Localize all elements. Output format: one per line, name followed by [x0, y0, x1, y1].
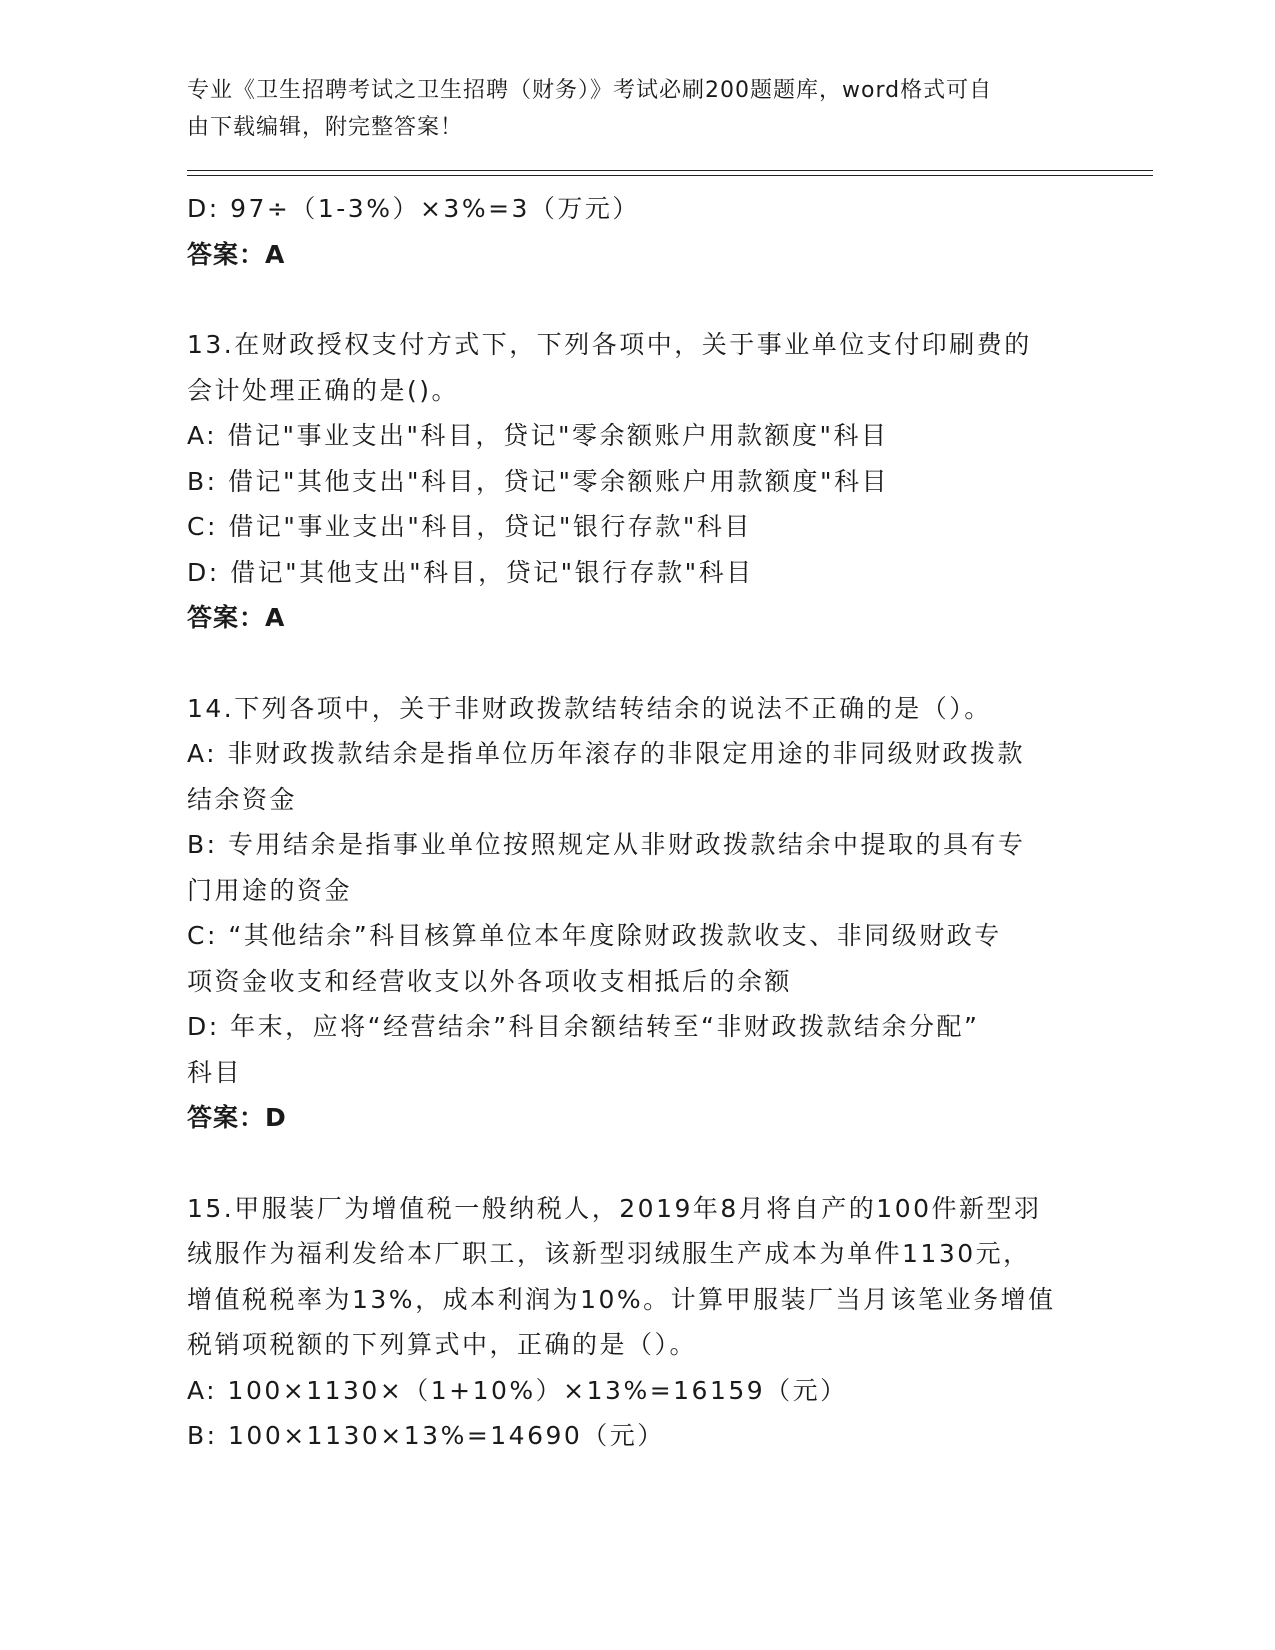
option-b: B: 专用结余是指事业单位按照规定从非财政拨款结余中提取的具有专 [187, 830, 1026, 859]
document-body [187, 186, 1087, 1459]
option-a: A: 非财政拨款结余是指单位历年滚存的非限定用途的非同级财政拨款 [187, 739, 1026, 768]
header-line-1: 专业《卫生招聘考试之卫生招聘（财务）》考试必刷200题题库，word格式可自 [187, 78, 993, 103]
option-d-continued: 科目 [187, 1057, 243, 1087]
option-a-continued: 结余资金 [187, 784, 298, 814]
question-stem-line: 会计处理正确的是()。 [187, 375, 460, 405]
question-13 [187, 322, 1087, 641]
option-c-continued: 项资金收支和经营收支以外各项收支相抵后的余额 [187, 966, 793, 996]
option-d: D: 年末，应将“经营结余”科目余额结转至“非财政拨款结余分配” [187, 1012, 980, 1041]
question-stem-line: 15.甲服装厂为增值税一般纳税人，2019年8月将自产的100件新型羽 [187, 1193, 1042, 1223]
option-c: C: 借记"事业支出"科目，贷记"银行存款"科目 [187, 512, 752, 541]
option-b: B: 借记"其他支出"科目，贷记"零余额账户用款额度"科目 [187, 466, 890, 496]
question-stem-line: 13.在财政授权支付方式下，下列各项中，关于事业单位支付印刷费的 [187, 330, 1032, 359]
document-header [187, 72, 1087, 146]
question-stem-line: 绒服作为福利发给本厂职工，该新型羽绒服生产成本为单件1130元， [187, 1239, 1031, 1268]
option-d: D: 97÷（1-3%）×3%=3（万元） [187, 194, 640, 223]
header-divider-bottom [187, 175, 1153, 176]
option-b-continued: 门用途的资金 [187, 875, 353, 905]
option-b: B: 100×1130×13%=14690（元） [187, 1421, 665, 1450]
answer: 答案：A [187, 603, 286, 632]
question-stem-line: 14.下列各项中，关于非财政拨款结转结余的说法不正确的是（）。 [187, 693, 992, 723]
question-stem-line: 增值税税率为13%，成本利润为10%。计算甲服装厂当月该笔业务增值 [187, 1284, 1056, 1314]
option-c: C: “其他结余”科目核算单位本年度除财政拨款收支、非同级财政专 [187, 921, 1002, 950]
answer: 答案：A [187, 239, 286, 269]
question-14 [187, 686, 1087, 1141]
option-d: D: 借记"其他支出"科目，贷记"银行存款"科目 [187, 557, 754, 587]
header-divider-top [187, 170, 1153, 171]
header-line-2: 由下载编辑，附完整答案！ [187, 115, 464, 140]
option-a: A: 100×1130×（1+10%）×13%=16159（元） [187, 1375, 848, 1405]
question-15 [187, 1186, 1087, 1459]
previous-question [187, 186, 1087, 277]
question-stem-line: 税销项税额的下列算式中，正确的是（）。 [187, 1330, 698, 1359]
answer: 答案：D [187, 1103, 287, 1132]
option-a: A: 借记"事业支出"科目，贷记"零余额账户用款额度"科目 [187, 421, 889, 450]
